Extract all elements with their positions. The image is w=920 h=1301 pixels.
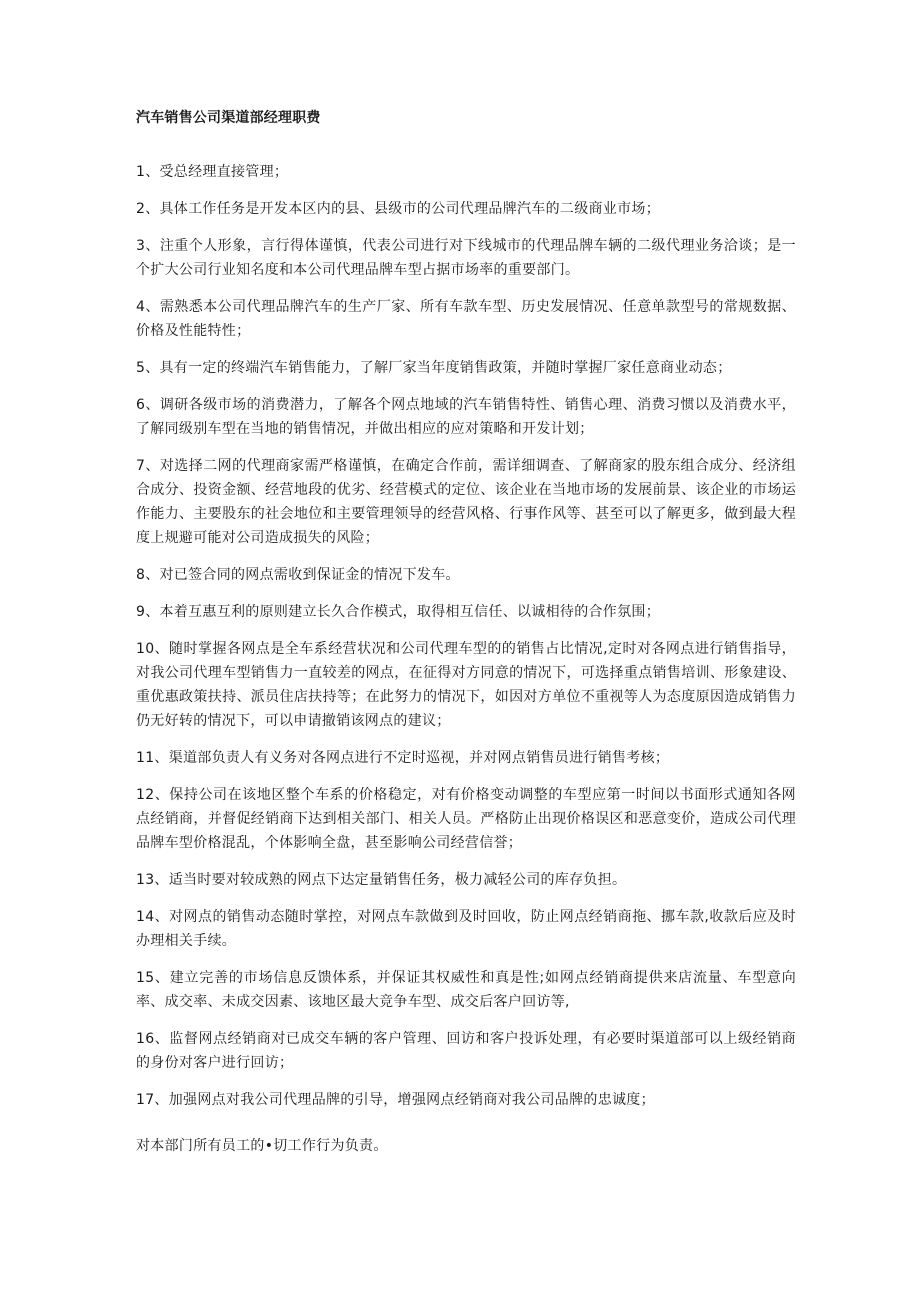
duty-item-3: 3、注重个人形象，言行得体谨慎，代表公司进行对下线城市的代理品牌车辆的二级代理业务洽谈；是一个扩大公司行业知名度和本公司代理品牌车型占据市场率的重要部门。 bbox=[136, 238, 796, 278]
duty-item-17: 17、加强网点对我公司代理品牌的引导，增强网点经销商对我公司品牌的忠诚度； bbox=[136, 1092, 655, 1108]
duty-item-4: 4、需熟悉本公司代理品牌汽车的生产厂家、所有车款车型、历史发展情况、任意单款型号的常规数据、价格及性能特性； bbox=[136, 299, 796, 339]
duty-item-7: 7、对选择二网的代理商家需严格谨慎，在确定合作前，需详细调查、了解商家的股东组合成分、经济组合成分、投资金额、经营地段的优劣、经营模式的定位、该企业在当地市场的发展前景、该企业的市场运作能力、主要股东的社会地位和主要管理领导的经营风格、行事作风等、甚至可以了解更多，做到最大程度上规避可能对公司造成损失的风险； bbox=[136, 458, 796, 546]
duty-item-11: 11、渠道部负责人有义务对各网点进行不定时巡视，并对网点销售员进行销售考核； bbox=[136, 750, 670, 766]
duty-item-9: 9、本着互惠互利的原则建立长久合作模式，取得相互信任、以诚相待的合作氛围； bbox=[136, 604, 661, 620]
document-title: 汽车销售公司渠道部经理职费 bbox=[136, 110, 321, 126]
duty-item-14: 14、对网点的销售动态随时掌控，对网点车款做到及时回收，防止网点经销商拖、挪车款,收款后应及时办理相关手续。 bbox=[136, 909, 796, 949]
closing-statement: 对本部门所有员工的•切工作行为负责。 bbox=[136, 1138, 388, 1154]
document-page bbox=[136, 108, 796, 1158]
duty-item-5: 5、具有一定的终端汽车销售能力，了解厂家当年度销售政策，并随时掌握厂家任意商业动态； bbox=[136, 360, 732, 376]
duty-item-1: 1、受总经理直接管理； bbox=[136, 164, 289, 180]
duty-item-15: 15、建立完善的市场信息反馈体系，并保证其权威性和真是性;如网点经销商提供来店流量、车型意向率、成交率、未成交因素、该地区最大竞争车型、成交后客户回访等, bbox=[136, 970, 796, 1010]
duty-item-16: 16、监督网点经销商对已成交车辆的客户管理、回访和客户投诉处理，有必要时渠道部可以上级经销商的身份对客户进行回访； bbox=[136, 1031, 796, 1071]
duty-item-10: 10、随时掌握各网点是全车系经营状况和公司代理车型的的销售占比情况,定时对各网点进行销售指导，对我公司代理车型销售力一直较差的网点，在征得对方同意的情况下，可选择重点销售培训、形象建设、重优惠政策扶持、派员住店扶持等；在此努力的情况下，如因对方单位不重视等人为态度原因造成销售力仍无好转的情况下，可以申请撤销该网点的建议； bbox=[136, 641, 796, 729]
duty-item-13: 13、适当时要对较成熟的网点下达定量销售任务，极力减轻公司的库存负担。 bbox=[136, 872, 627, 888]
duty-item-8: 8、对已签合同的网点需收到保证金的情况下发车。 bbox=[136, 567, 460, 583]
duty-list bbox=[136, 160, 796, 1112]
duty-item-6: 6、调研各级市场的消费潜力，了解各个网点地域的汽车销售特性、销售心理、消费习惯以及消费水平，了解同级别车型在当地的销售情况，并做出相应的应对策略和开发计划； bbox=[136, 397, 796, 437]
duty-item-12: 12、保持公司在该地区整个车系的价格稳定，对有价格变动调整的车型应第一时间以书面形式通知各网点经销商，并督促经销商下达到相关部门、相关人员。严格防止出现价格误区和恶意变价，造成公司代理品牌车型价格混乱，个体影响全盘，甚至影响公司经营信誉； bbox=[136, 787, 796, 851]
duty-item-2: 2、具体工作任务是开发本区内的县、县级市的公司代理品牌汽车的二级商业市场； bbox=[136, 201, 661, 217]
